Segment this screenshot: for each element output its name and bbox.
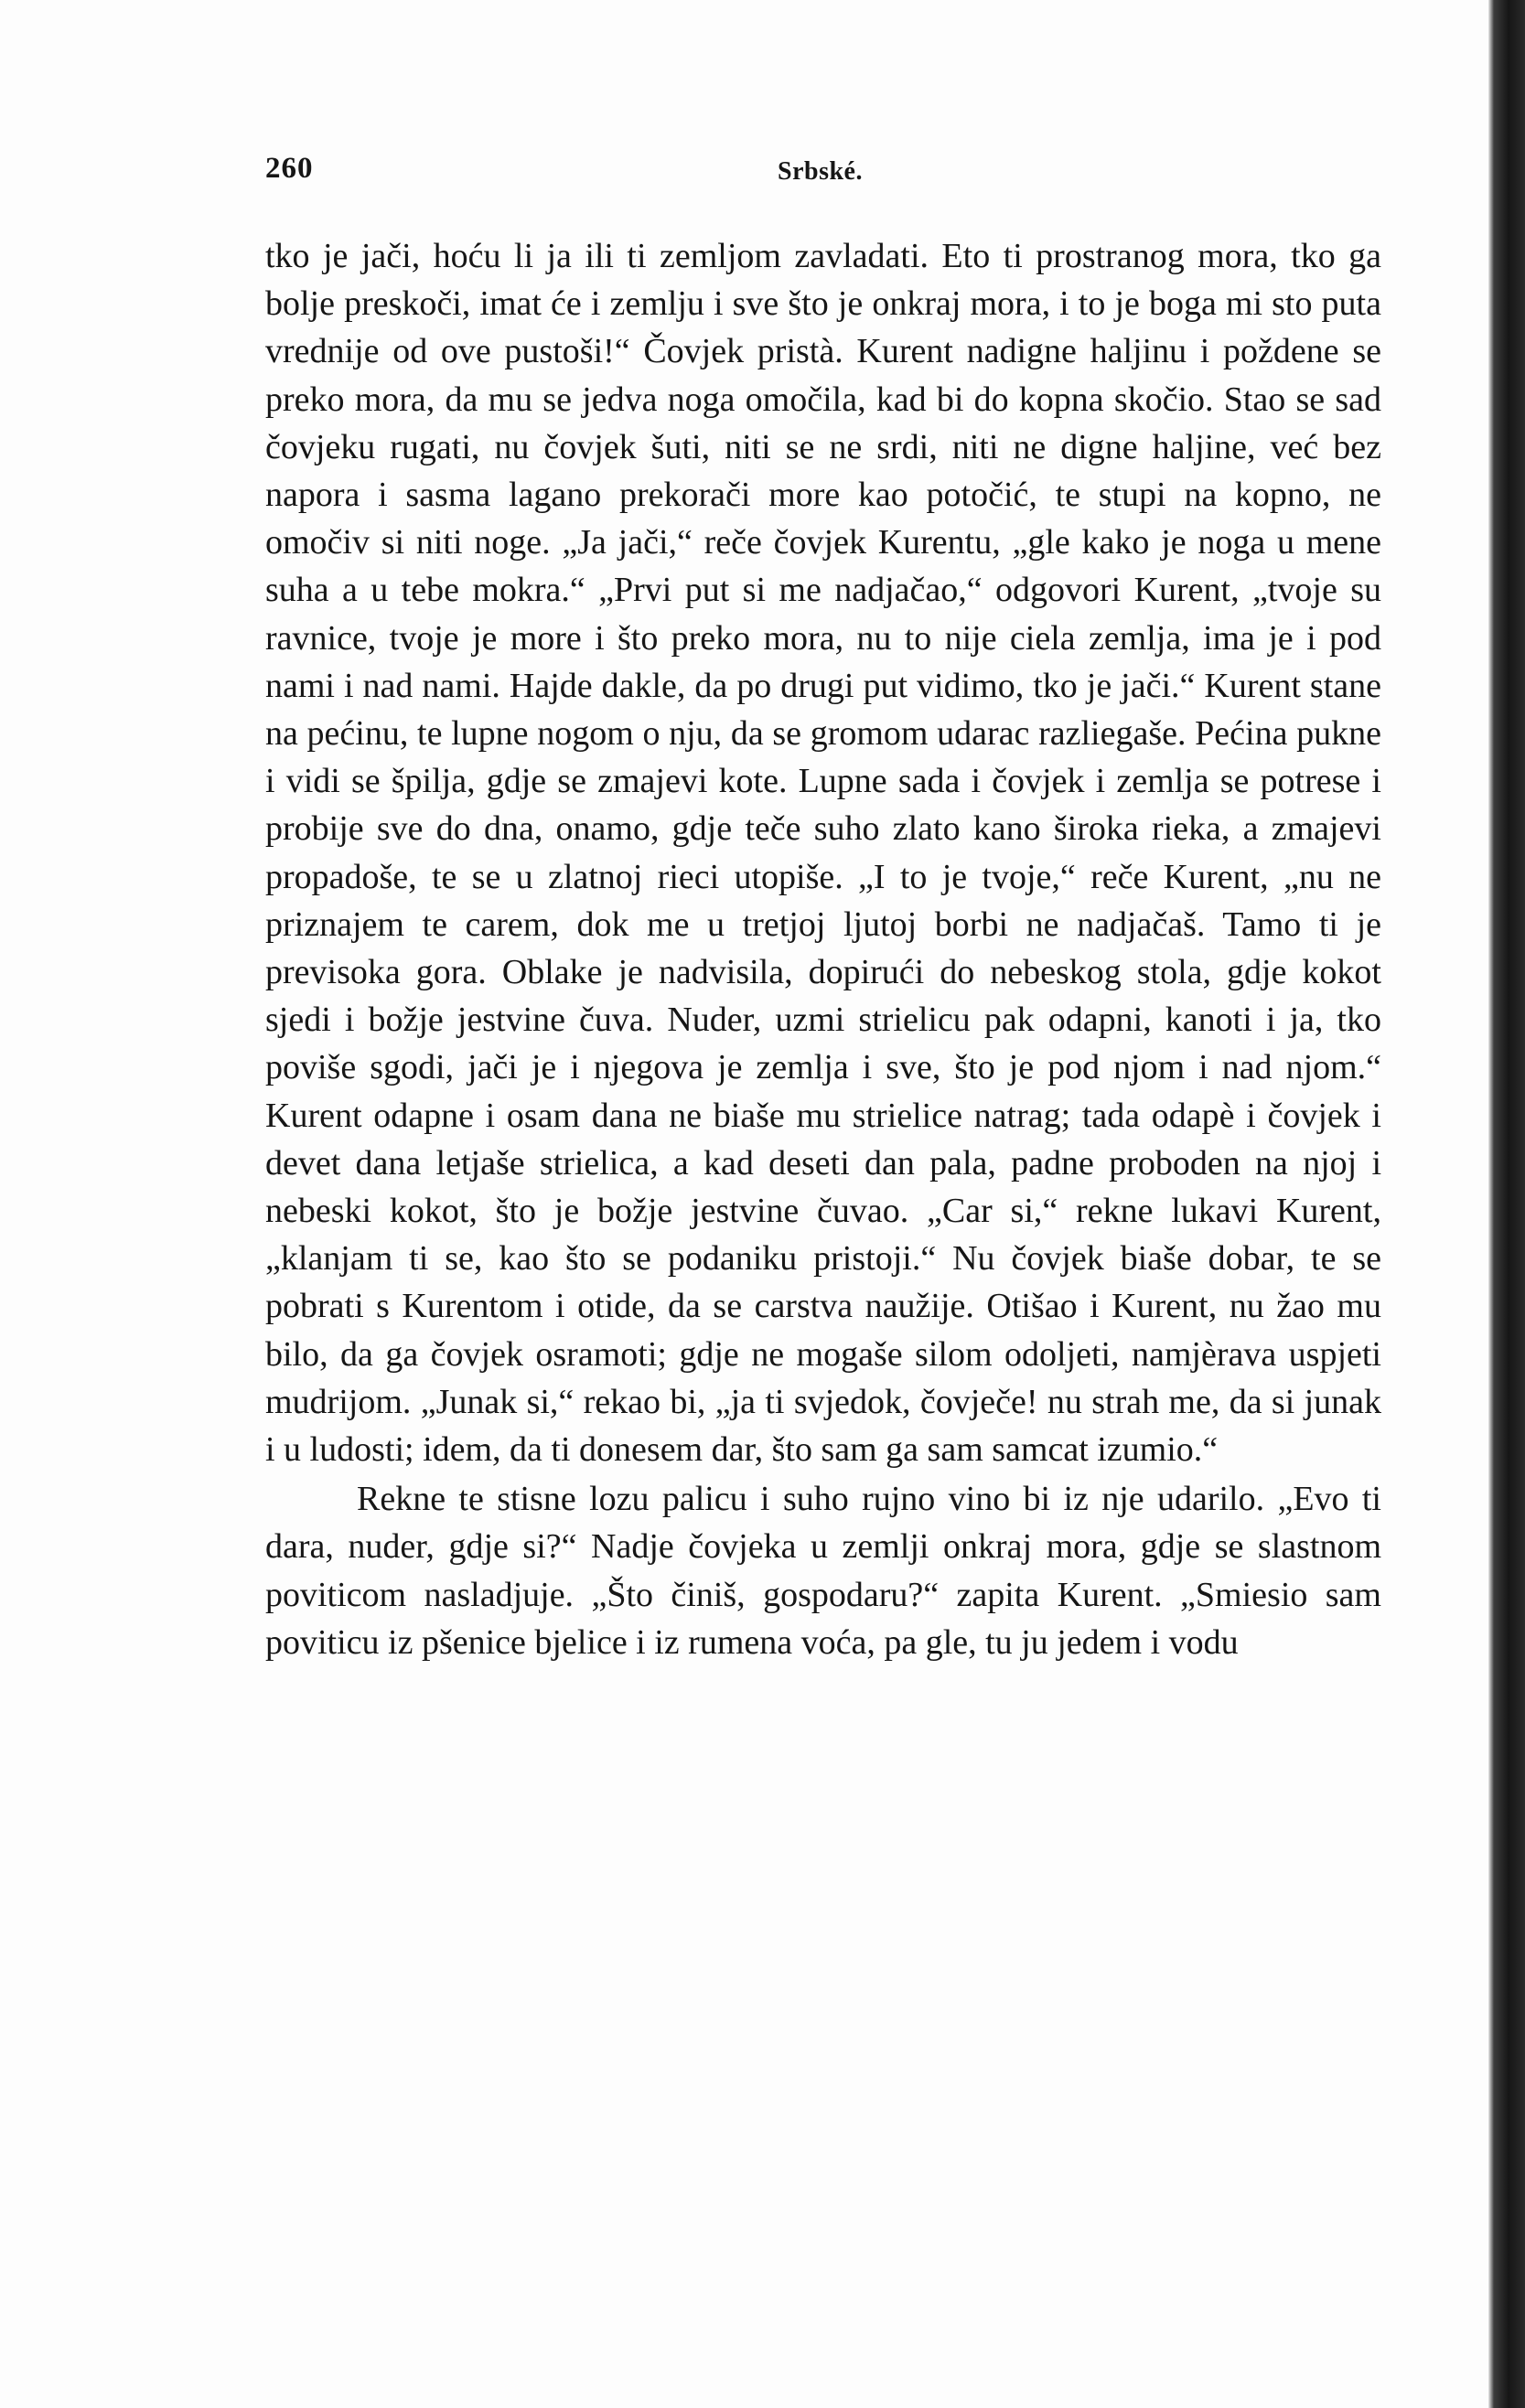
paragraph-1: tko je jači, hoću li ja ili ti zemljom zavladati. Eto ti prostranog mora, tko ga bolje preskoči, imat će i zemlju i sve što je onkraj mora, i to je boga mi sto puta vrednije od ove pustoši!“ Čovjek pristà. Kurent nadigne haljinu i poždene se preko mora, da mu se jedva noga omočila, kad bi do kopna skočio. Stao se sad čovjeku rugati, nu čovjek šuti, niti se ne srdi, niti ne digne haljine, već bez napora i sasma lagano prekorači more kao potočić, te stupi na kopno, ne omočiv si niti noge. „Ja jači,“ reče čovjek Kurentu, „gle kako je noga u mene suha a u tebe mokra.“ „Prvi put si me nadjačao,“ odgovori Kurent, „tvoje su ravnice, tvoje je more i što preko mora, nu to nije ciela zemlja, ima je i pod nami i nad nami. Hajde dakle, da po drugi put vidimo, tko je jači.“ Kurent stane na pećinu, te lupne nogom o nju, da se gromom udarac razliegaše. Pećina pukne i vidi se špilja, gdje se zmajevi kote. Lupne sada i čovjek i zemlja se potrese i probije sve do dna, onamo, gdje teče suho zlato kano široka rieka, a zmajevi propadoše, te se u zlatnoj rieci utopiše. „I to je tvoje,“ reče Kurent, „nu ne priznajem te carem, dok me u tretjoj ljutoj borbi ne nadjačaš. Tamo ti je previsoka gora. Oblake je nadvisila, dopirući do nebeskog stola, gdje kokot sjedi i božje jestvine čuva. Nuder, uzmi strielicu pak odapni, kanoti i ja, tko poviše sgodi, jači je i njegova je zemlja i sve, što je pod njom i nad njom.“ Kurent odapne i osam dana ne biaše mu strielice natrag; tada odapè i čovjek i devet dana letjaše strielica, a kad deseti dan pala, padne proboden na njoj i nebeski kokot, što je božje jestvine čuvao. „Car si,“ rekne lukavi Kurent, „klanjam ti se, kao što se podaniku pristoji.“ Nu čovjek biaše dobar, te se pobrati s Kurentom i otide, da se carstva naužije. Otišao i Kurent, nu žao mu bilo, da ga čovjek osramoti; gdje ne mogaše silom odoljeti, namjèrava uspjeti mudrijom. „Junak si,“ rekao bi, „ja ti svjedok, čovječe! nu strah me, da si junak i u ludosti; idem, da ti donesem dar, što sam ga sam samcat izumio.“: [265, 237, 1381, 1470]
page-number: 260: [265, 152, 314, 185]
book-page: [265, 137, 1381, 1666]
paragraph-2: Rekne te stisne lozu palicu i suho rujno vino bi iz nje udarilo. „Evo ti dara, nuder, gdje si?“ Nadje čovjeka u zemlji onkraj mora, gdje se slastnom poviticom nasladjuje. „Što činiš, gospodaru?“ zapita Kurent. „Smiesio sam poviticu iz pšenice bjelice i iz rumena voća, pa gle, tu ju jedem i vodu: [265, 1480, 1381, 1662]
body-text: [265, 232, 1381, 1666]
scan-page-edge: [1488, 0, 1525, 2408]
page-header: [265, 137, 1381, 201]
running-head: Srbské.: [778, 157, 863, 186]
